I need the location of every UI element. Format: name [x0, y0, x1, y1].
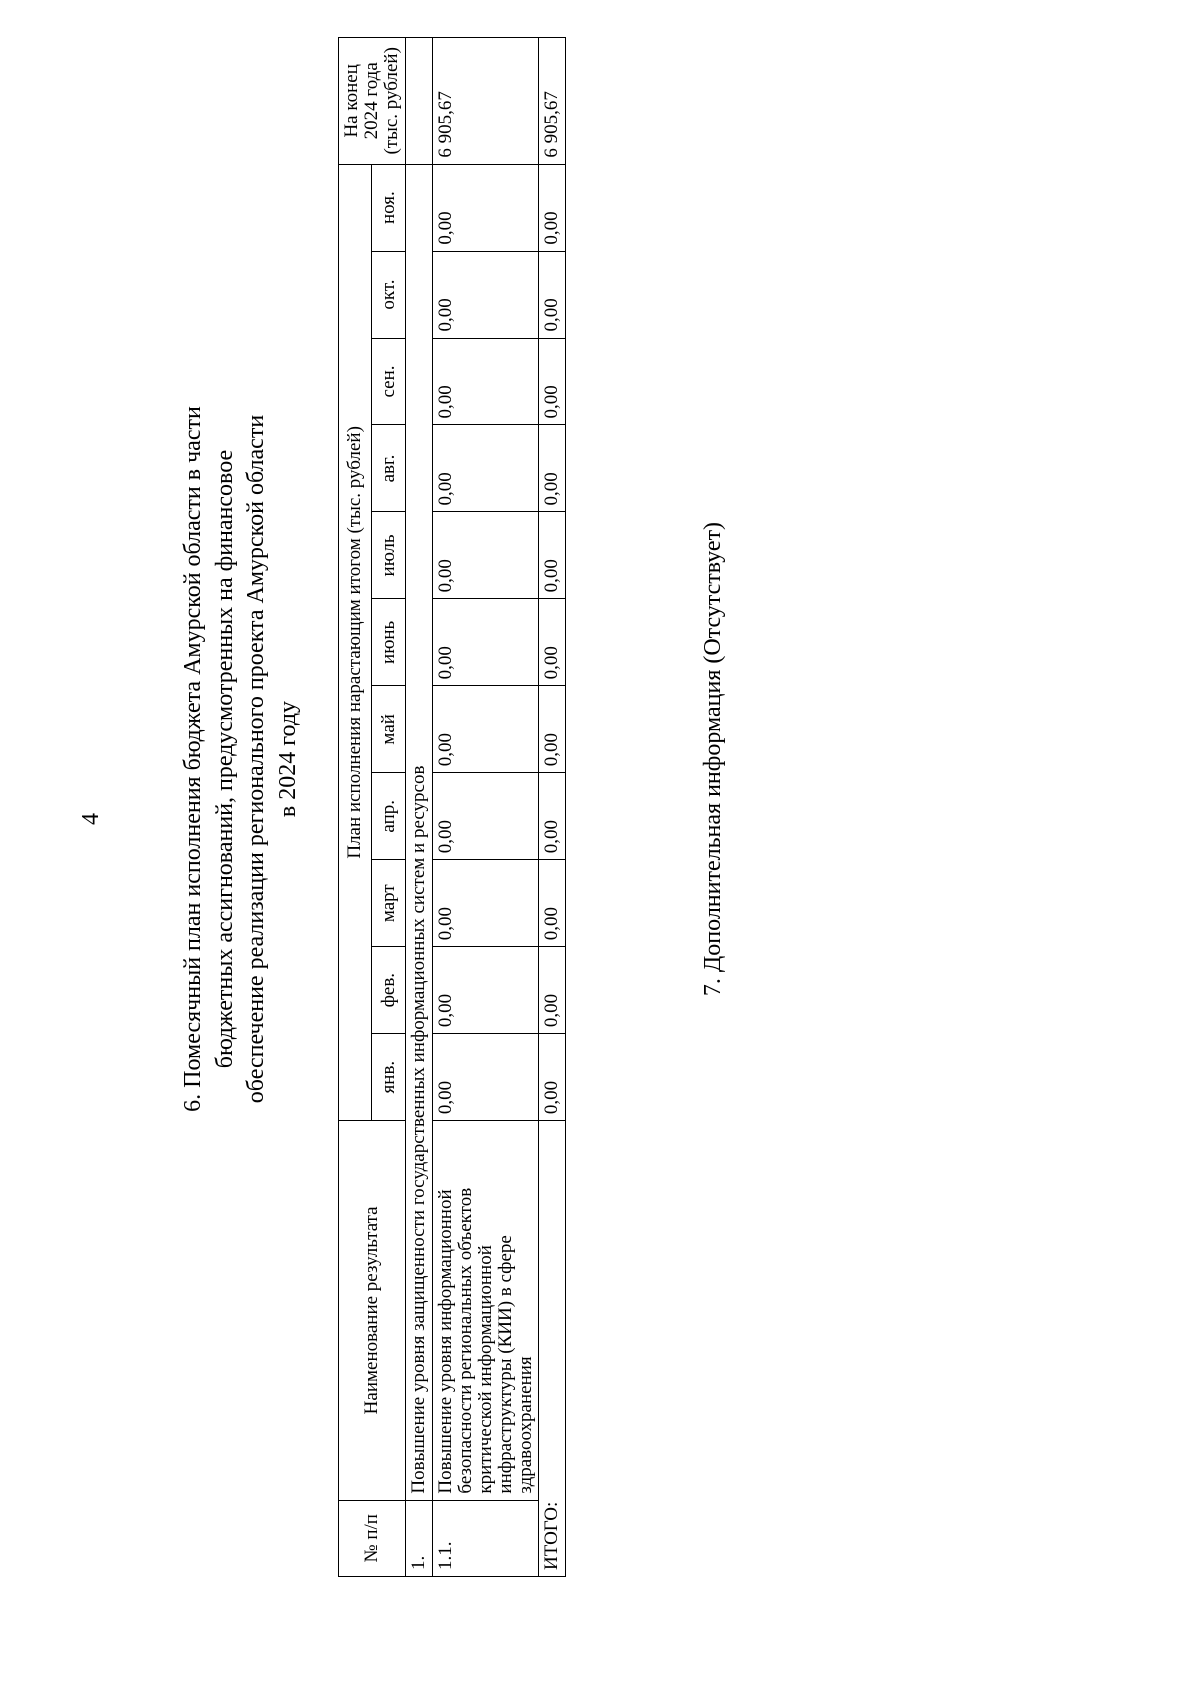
- row-value: 0,00: [432, 425, 539, 512]
- header-month: сен.: [372, 338, 405, 425]
- section-7-title: 7. Дополнительная информация (Отсутствует): [700, 521, 726, 997]
- total-value: 0,00: [539, 1034, 566, 1121]
- row-value: 0,00: [432, 686, 539, 773]
- row-value: 0,00: [432, 338, 539, 425]
- header-num: № п/п: [339, 1500, 406, 1576]
- row-value: 0,00: [432, 947, 539, 1034]
- header-month: авг.: [372, 425, 405, 512]
- total-value: 0,00: [539, 860, 566, 947]
- table-row: [432, 38, 539, 1577]
- total-label: ИТОГО:: [539, 1121, 566, 1577]
- total-value: 0,00: [539, 773, 566, 860]
- header-name: Наименование результата: [339, 1121, 406, 1500]
- page-number: 4: [78, 813, 104, 825]
- total-value: 0,00: [539, 512, 566, 599]
- section-title-cell: Повышение уровня защищенности государственных информационных систем и ресурсов: [405, 164, 432, 1500]
- row-value: 0,00: [432, 164, 539, 251]
- row-value: 0,00: [432, 1034, 539, 1121]
- row-value: 0,00: [432, 860, 539, 947]
- section-6-title-line: 6. Помесячный план исполнения бюджета Амурской области в части: [180, 406, 206, 1112]
- total-value: 0,00: [539, 338, 566, 425]
- row-value: 0,00: [432, 599, 539, 686]
- header-month: март: [372, 860, 405, 947]
- row-value: 0,00: [432, 512, 539, 599]
- header-plan-group: План исполнения нарастающим итогом (тыс. рублей): [339, 164, 372, 1120]
- section-6-title-line: обеспечение реализации регионального проекта Амурской области: [243, 414, 270, 1104]
- total-value: 0,00: [539, 686, 566, 773]
- total-year-end: 6 905,67: [539, 38, 566, 165]
- budget-plan-table: [338, 37, 566, 1577]
- section-empty-cell: [405, 38, 432, 165]
- header-month: фев.: [372, 947, 405, 1034]
- header-month: окт.: [372, 251, 405, 338]
- row-num: 1.1.: [432, 1500, 539, 1576]
- total-value: 0,00: [539, 425, 566, 512]
- row-year-end: 6 905,67: [432, 38, 539, 165]
- header-month: июнь: [372, 599, 405, 686]
- total-value: 0,00: [539, 599, 566, 686]
- header-year-end: На конец 2024 года (тыс. рублей): [339, 38, 406, 165]
- header-month: май: [372, 686, 405, 773]
- row-name: Повышение уровня информационной безопасности региональных объектов критической информационной инфраструктуры (КИИ) в сфере здравоохранения: [432, 1121, 539, 1500]
- header-row-1: [339, 38, 372, 1577]
- section-6-title-line: в 2024 году: [275, 700, 302, 818]
- section-num: 1.: [405, 1500, 432, 1576]
- total-value: 0,00: [539, 947, 566, 1034]
- header-month: янв.: [372, 1034, 405, 1121]
- row-value: 0,00: [432, 773, 539, 860]
- header-month: июль: [372, 512, 405, 599]
- section-row: [405, 38, 432, 1577]
- header-month: апр.: [372, 773, 405, 860]
- section-6-title: [178, 379, 305, 1139]
- total-value: 0,00: [539, 164, 566, 251]
- section-6-title-line: бюджетных ассигнований, предусмотренных на финансовое: [211, 449, 238, 1069]
- row-value: 0,00: [432, 251, 539, 338]
- total-row: [539, 38, 566, 1577]
- header-month: ноя.: [372, 164, 405, 251]
- total-value: 0,00: [539, 251, 566, 338]
